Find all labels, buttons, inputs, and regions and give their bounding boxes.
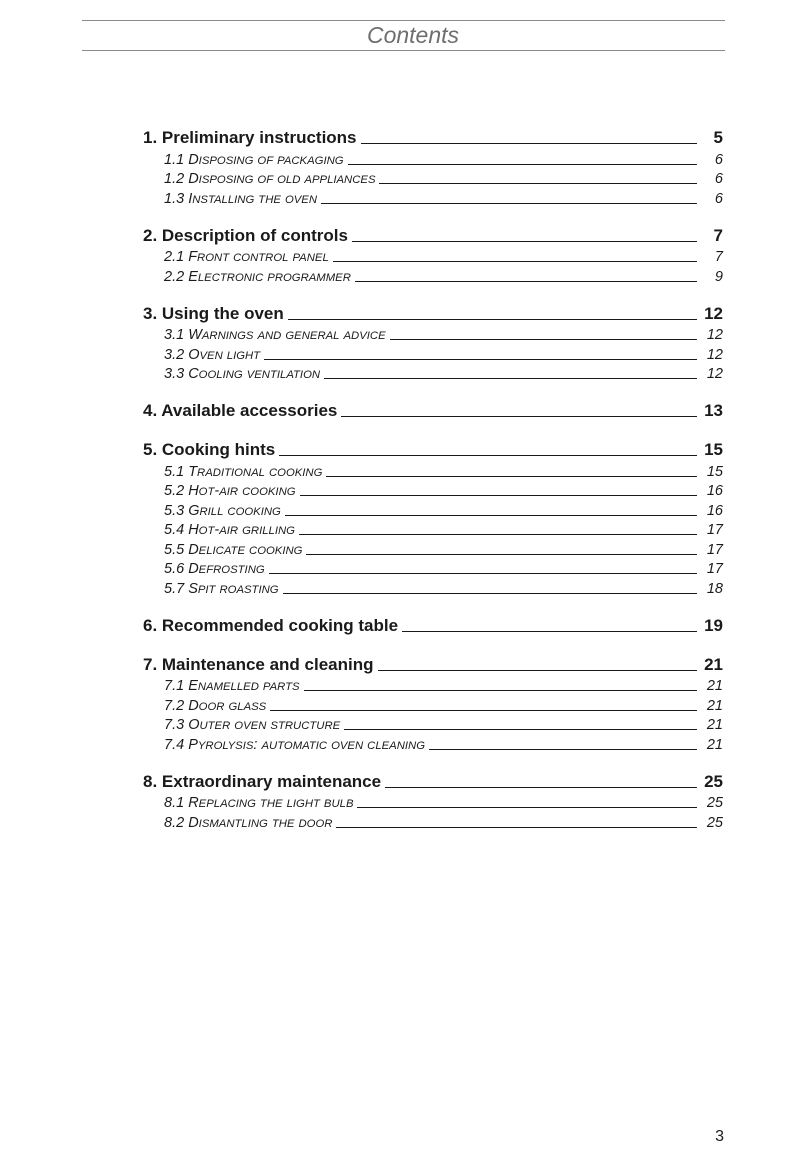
toc-subentry-label: 1.3 INSTALLING THE OVEN: [164, 190, 317, 207]
toc-entry-page: 21: [704, 654, 723, 674]
toc-subentry-page: 18: [706, 580, 723, 597]
toc-subentry-label: 2.1 FRONT CONTROL PANEL: [164, 249, 329, 265]
toc-subentry-label: 7.1 ENAMELLED PARTS: [164, 678, 300, 694]
toc-subentry[interactable]: [143, 714, 723, 734]
toc-subentry-page: 17: [706, 561, 723, 577]
toc-subentry[interactable]: [143, 265, 723, 285]
toc-entry[interactable]: [143, 653, 723, 675]
toc-subentry[interactable]: [143, 675, 723, 695]
toc-entry-label: 3. Using the oven: [143, 303, 284, 323]
toc-subentry-page: 12: [706, 346, 723, 363]
toc-subentry[interactable]: [143, 187, 723, 207]
toc-subentry[interactable]: [143, 811, 723, 831]
toc-section: [143, 614, 723, 636]
toc-subentry-label: 5.2 HOT-AIR COOKING: [164, 483, 296, 499]
toc-section: [143, 438, 723, 597]
toc-subentry[interactable]: [143, 148, 723, 168]
toc-subentry-label: 2.2 ELECTRONIC PROGRAMMER: [164, 268, 351, 285]
toc-subentry[interactable]: [143, 363, 723, 383]
toc-subentry-page: 21: [706, 697, 723, 714]
toc-subentry-label: 1.2 DISPOSING OF OLD APPLIANCES: [164, 171, 376, 187]
toc-subentry-label: 7.3 OUTER OVEN STRUCTURE: [164, 717, 341, 733]
toc-subentry[interactable]: [143, 480, 723, 500]
toc-section: [143, 399, 723, 421]
toc-leader: [379, 183, 697, 184]
toc-entry[interactable]: [143, 614, 723, 636]
toc-subentry-page: 6: [714, 151, 723, 168]
toc-entry[interactable]: [143, 770, 723, 792]
toc-leader: [385, 787, 697, 788]
toc-subentry-label: 7.2 DOOR GLASS: [164, 697, 267, 714]
toc-leader: [304, 690, 697, 691]
toc-subentry-label: 8.1 REPLACING THE LIGHT BULB: [164, 795, 354, 811]
toc-leader: [390, 339, 697, 340]
toc-subentry-label: 7.4 PYROLYSIS: AUTOMATIC OVEN CLEANING: [164, 736, 425, 753]
toc-subentry[interactable]: [143, 246, 723, 266]
toc-entry-page: 5: [713, 128, 723, 147]
toc-entry-page: 12: [704, 303, 723, 323]
toc-entry[interactable]: [143, 224, 723, 246]
toc-entry-label: 7. Maintenance and cleaning: [143, 654, 374, 674]
toc-subentry[interactable]: [143, 694, 723, 714]
toc-entry-label: 8. Extraordinary maintenance: [143, 771, 382, 791]
toc-leader: [326, 476, 697, 477]
header-rule-bottom: [82, 50, 725, 51]
toc-subentry-page: 6: [714, 190, 723, 207]
toc-leader: [378, 670, 697, 671]
toc-entry-page: 25: [704, 771, 723, 791]
toc-leader: [306, 554, 697, 555]
toc-entry-label: 5. Cooking hints: [143, 440, 276, 459]
toc-subentry-label: 5.1 TRADITIONAL COOKING: [164, 463, 323, 480]
toc-entry-page: 15: [704, 440, 723, 459]
toc-leader: [288, 319, 697, 320]
toc-leader: [269, 573, 697, 574]
toc-entry-label: 2. Description of controls: [143, 225, 348, 245]
toc-entry-page: 19: [704, 615, 723, 635]
toc-subentry-page: 17: [706, 522, 723, 538]
toc-subentry-page: 21: [706, 736, 723, 753]
toc-leader: [270, 710, 697, 711]
toc-leader: [341, 416, 697, 417]
table-of-contents: [143, 126, 723, 848]
toc-subentry-page: 16: [706, 502, 723, 519]
toc-leader: [355, 281, 697, 282]
toc-subentry-label: 3.3 COOLING VENTILATION: [164, 366, 321, 382]
toc-subentry-label: 8.2 DISMANTLING THE DOOR: [164, 814, 333, 831]
toc-entry[interactable]: [143, 399, 723, 421]
toc-section: [143, 653, 723, 753]
toc-leader: [279, 455, 697, 456]
toc-leader: [336, 827, 697, 828]
toc-leader: [321, 203, 697, 204]
toc-subentry-page: 12: [706, 366, 723, 382]
page-number: 3: [715, 1128, 724, 1145]
toc-section: [143, 224, 723, 285]
toc-leader: [348, 164, 697, 165]
toc-subentry[interactable]: [143, 168, 723, 188]
toc-leader: [283, 593, 697, 594]
toc-subentry-page: 25: [706, 814, 723, 831]
toc-leader: [402, 631, 697, 632]
toc-subentry[interactable]: [143, 792, 723, 812]
toc-leader: [361, 143, 697, 144]
toc-subentry[interactable]: [143, 733, 723, 753]
toc-leader: [299, 534, 697, 535]
toc-subentry-page: 17: [706, 541, 723, 558]
toc-entry-label: 1. Preliminary instructions: [143, 128, 357, 147]
toc-entry[interactable]: [143, 438, 723, 460]
toc-subentry-label: 5.5 DELICATE COOKING: [164, 541, 303, 558]
toc-subentry-page: 21: [706, 717, 723, 733]
toc-leader: [344, 729, 697, 730]
toc-subentry-page: 15: [706, 463, 723, 480]
toc-leader: [429, 749, 697, 750]
toc-subentry[interactable]: [143, 343, 723, 363]
toc-entry-page: 7: [713, 225, 723, 245]
toc-leader: [333, 261, 697, 262]
toc-entry[interactable]: [143, 126, 723, 148]
toc-subentry-label: 5.4 HOT-AIR GRILLING: [164, 522, 295, 538]
toc-leader: [285, 515, 697, 516]
toc-subentry-label: 5.6 DEFROSTING: [164, 561, 265, 577]
toc-subentry-page: 6: [714, 171, 723, 187]
toc-section: [143, 770, 723, 831]
toc-section: [143, 302, 723, 383]
toc-subentry[interactable]: [143, 324, 723, 344]
toc-leader: [300, 495, 697, 496]
toc-leader: [264, 359, 697, 360]
toc-entry-label: 4. Available accessories: [143, 401, 338, 420]
toc-leader: [357, 807, 697, 808]
toc-subentry[interactable]: [143, 460, 723, 480]
page-title: Contents: [366, 22, 460, 48]
toc-leader: [352, 241, 697, 242]
toc-subentry[interactable]: [143, 577, 723, 597]
toc-subentry-page: 25: [706, 795, 723, 811]
toc-entry-page: 13: [704, 401, 723, 420]
toc-subentry[interactable]: [143, 519, 723, 539]
toc-subentry[interactable]: [143, 558, 723, 578]
toc-subentry-page: 21: [706, 678, 723, 694]
toc-subentry-label: 5.7 SPIT ROASTING: [164, 580, 279, 597]
toc-entry[interactable]: [143, 302, 723, 324]
toc-subentry-page: 16: [706, 483, 723, 499]
toc-subentry-label: 1.1 DISPOSING OF PACKAGING: [164, 151, 344, 168]
toc-section: [143, 126, 723, 207]
toc-leader: [324, 378, 697, 379]
toc-subentry-page: 7: [714, 249, 723, 265]
toc-subentry-label: 3.1 WARNINGS AND GENERAL ADVICE: [164, 327, 386, 343]
toc-entry-label: 6. Recommended cooking table: [143, 615, 399, 635]
toc-subentry-label: 3.2 OVEN LIGHT: [164, 346, 261, 363]
toc-subentry-page: 9: [714, 268, 723, 285]
toc-subentry-label: 5.3 GRILL COOKING: [164, 502, 281, 519]
toc-subentry[interactable]: [143, 499, 723, 519]
toc-subentry-page: 12: [706, 327, 723, 343]
toc-subentry[interactable]: [143, 538, 723, 558]
